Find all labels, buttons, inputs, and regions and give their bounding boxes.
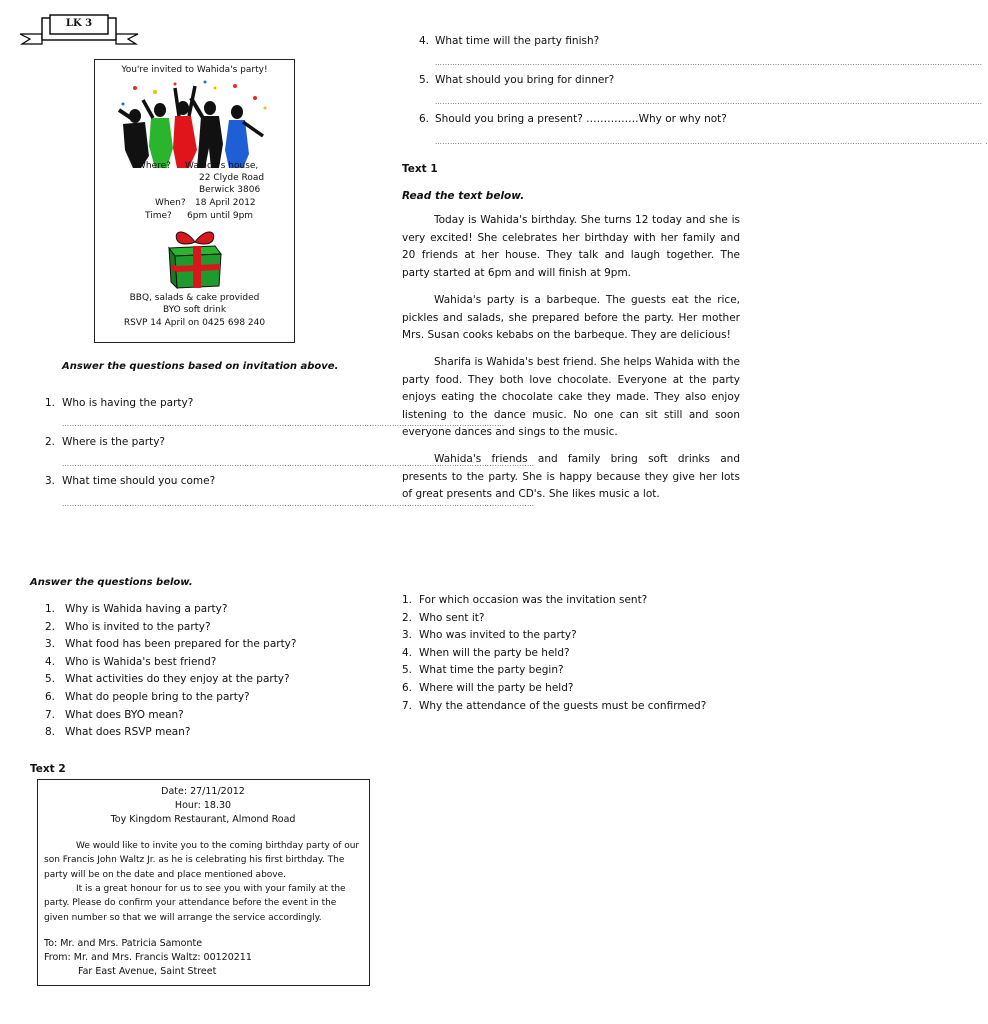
s1r-q6-num: 6. bbox=[419, 113, 430, 125]
party-dancers-icon bbox=[115, 78, 275, 170]
list-item: 4. When will the party be held? bbox=[402, 646, 570, 659]
list-item: 1. For which occasion was the invitation sent? bbox=[402, 594, 648, 606]
s1-q2-answer-line[interactable]: ……………………………………………………………………………………………………………………………………………………………………… bbox=[62, 460, 535, 468]
section2-instruction: Answer the questions below. bbox=[30, 577, 193, 588]
banner-label: LK 3 bbox=[65, 18, 93, 29]
list-item: 3. What food has been prepared for the party? bbox=[45, 638, 297, 651]
s1r-q4-text: What time will the party finish? bbox=[435, 35, 600, 47]
list-item: 1. Why is Wahida having a party? bbox=[45, 603, 228, 615]
where-line-3: Berwick 3806 bbox=[199, 185, 261, 195]
invitation-footer-3: RSVP 14 April on 0425 698 240 bbox=[123, 318, 266, 328]
text2-body-1: We would like to invite you to the coming birthday party of our son Francis John Waltz Jr. as he is celebrating his first birthday. The party will be on the date and place mentioned above. bbox=[44, 841, 360, 880]
where-line-1: Wahida's house, bbox=[185, 161, 259, 171]
time-label: Time? bbox=[145, 211, 172, 221]
text1-paragraph-3: Sharifa is Wahida's best friend. She helps Wahida with the party food. They both love chocolate. Everyone at the party enjoys eating the chocolate cake they made. They also enjoy listening to the dance music. No one can sit still and soon everyone dances and sings to the music. bbox=[402, 356, 740, 439]
s1-q2-text: Where is the party? bbox=[62, 436, 165, 448]
invitation-title: You're invited to Wahida's party! bbox=[121, 65, 268, 75]
section3-question-list bbox=[402, 592, 706, 715]
s1-q1-num: 1. bbox=[45, 397, 56, 409]
s1r-q6-answer-line[interactable]: ………………………………………………………………………………………………………………………………………………………………………………………………… . bbox=[435, 138, 988, 146]
text1-paragraph-4: Wahida's friends and family bring soft drinks and presents to the party. She is happy because they give her lots of great presents and CD's. She likes music a lot. bbox=[402, 453, 740, 501]
list-item: 6. Where will the party be held? bbox=[402, 681, 574, 694]
text2-invitation-box bbox=[37, 779, 370, 986]
list-item: 2. Who sent it? bbox=[402, 611, 485, 624]
s1r-q5-text: What should you bring for dinner? bbox=[435, 74, 615, 86]
when-label: When? bbox=[155, 198, 186, 208]
text2-from: From: Mr. and Mrs. Francis Waltz: 00120211 bbox=[44, 952, 252, 963]
text1-paragraph-2: Wahida's party is a barbeque. The guests eat the rice, pickles and salads, she prepared before the party. Her mother Mrs. Susan cooks kebabs on the barbeque. They are delicious! bbox=[402, 294, 740, 342]
text2-hour: Hour: 18.30 bbox=[174, 800, 232, 811]
s1r-q5-answer-line[interactable]: ………………………………………………………………………………………………………………………………………………………………………………………………… bbox=[435, 98, 983, 106]
s1-q3-text: What time should you come? bbox=[62, 475, 216, 487]
list-item: 7. Why the attendance of the guests must be confirmed? bbox=[402, 699, 707, 712]
time-value: 6pm until 9pm bbox=[187, 211, 254, 221]
s1-q2-num: 2. bbox=[45, 436, 56, 448]
s1r-q6-text: Should you bring a present? ……………Why or why not? bbox=[435, 113, 727, 125]
text2-heading: Text 2 bbox=[30, 763, 66, 775]
s1-q1-text: Who is having the party? bbox=[62, 397, 194, 409]
list-item: 7. What does BYO mean? bbox=[45, 708, 184, 721]
list-item: 3. Who was invited to the party? bbox=[402, 629, 577, 642]
lk-banner bbox=[20, 14, 138, 44]
where-line-2: 22 Clyde Road bbox=[199, 173, 265, 183]
list-item: 5. What time the party begin? bbox=[402, 664, 564, 677]
s1-q3-num: 3. bbox=[45, 475, 56, 487]
s1-q1-answer-line[interactable]: …………………………………………………………………………………………………………………………………………………………… bbox=[62, 420, 505, 428]
text2-place: Toy Kingdom Restaurant, Almond Road bbox=[110, 814, 296, 825]
when-value: 18 April 2012 bbox=[195, 198, 256, 208]
section1-instruction: Answer the questions based on invitation above. bbox=[62, 361, 339, 372]
text2-date: Date: 27/11/2012 bbox=[161, 786, 245, 797]
text2-body-2: It is a great honour for us to see you with your family at the party. Please do confirm your attendance before the event in the given number so that we will arrange the service accordingly. bbox=[44, 884, 346, 923]
section2-question-list bbox=[45, 601, 296, 742]
list-item: 8. What does RSVP mean? bbox=[45, 726, 191, 739]
text2-address: Far East Avenue, Saint Street bbox=[78, 966, 217, 977]
list-item: 4. Who is Wahida's best friend? bbox=[45, 655, 217, 668]
gift-icon bbox=[165, 228, 225, 290]
list-item: 2. Who is invited to the party? bbox=[45, 620, 211, 633]
text1-instruction: Read the text below. bbox=[402, 190, 525, 202]
s1r-q5-num: 5. bbox=[419, 74, 430, 86]
text1-heading: Text 1 bbox=[402, 163, 438, 175]
text1-paragraph-1: Today is Wahida's birthday. She turns 12 today and she is very excited! She celebrates her birthday with her family and 20 friends at her house. They talk and laugh together. The party started at 6pm and will finish at 9pm. bbox=[402, 214, 740, 279]
list-item: 5. What activities do they enjoy at the party? bbox=[45, 673, 290, 686]
s1r-q4-num: 4. bbox=[419, 35, 430, 47]
s1r-q4-answer-line[interactable]: ………………………………………………………………………………………………………………………………………………………………………………………………… bbox=[435, 59, 983, 67]
s1-q3-answer-line[interactable]: ……………………………………………………………………………………………………………………………………………………………………… bbox=[62, 500, 535, 508]
invitation-footer-1: BBQ, salads & cake provided bbox=[129, 293, 260, 303]
list-item: 6. What do people bring to the party? bbox=[45, 690, 250, 703]
text2-to: To: Mr. and Mrs. Patricia Samonte bbox=[44, 938, 203, 949]
invitation-footer-2: BYO soft drink bbox=[162, 305, 227, 315]
where-label: Where? bbox=[137, 161, 171, 171]
invitation-card bbox=[94, 59, 295, 343]
